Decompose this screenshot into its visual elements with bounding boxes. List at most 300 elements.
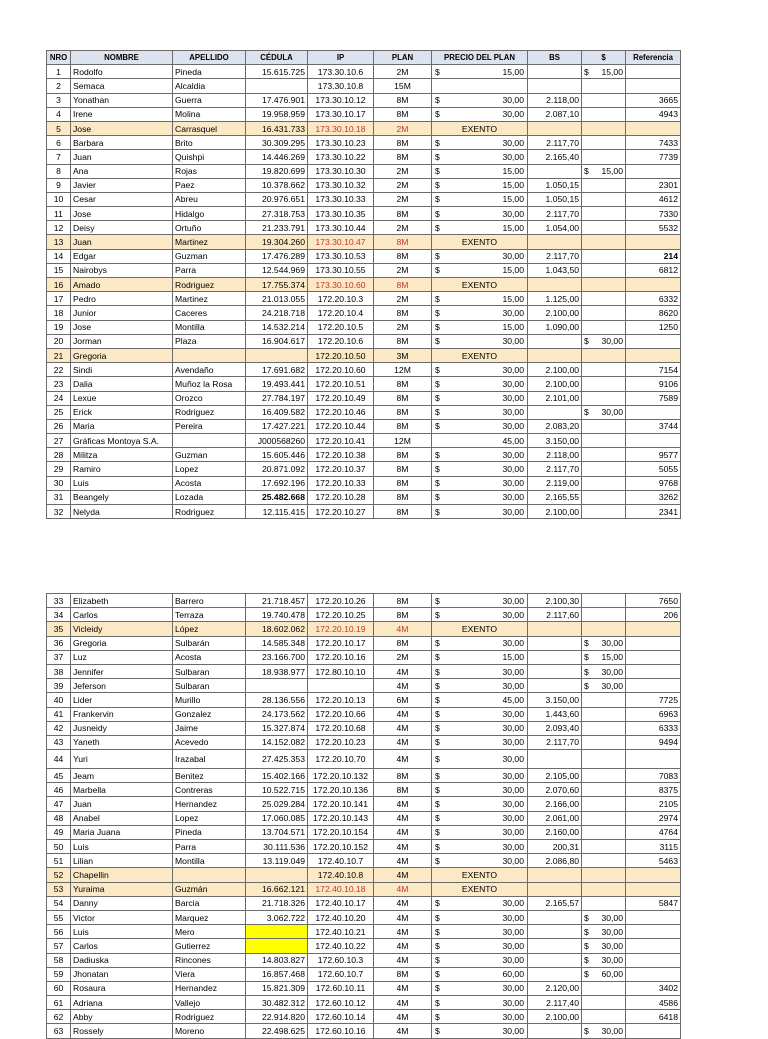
price-amount: 30,00 (502, 827, 524, 838)
table-row (47, 164, 681, 178)
cell-cedula: 17.427.221 (246, 419, 308, 433)
cell-referencia: 6812 (626, 263, 681, 277)
price-amount: 30,00 (502, 926, 524, 937)
cell-apellido: Brito (173, 136, 246, 150)
cell-nro: 41 (47, 707, 71, 721)
cell-nro: 3 (47, 93, 71, 107)
cell-bs: 2.117,40 (528, 996, 582, 1010)
currency-symbol: $ (435, 322, 440, 333)
currency-symbol: $ (435, 926, 440, 937)
table-row (47, 178, 681, 192)
cell-referencia (626, 334, 681, 348)
header-usd: $ (582, 51, 626, 65)
cell-cedula: 28.136.556 (246, 693, 308, 707)
cell-ip: 173.30.10.22 (308, 150, 374, 164)
cell-bs: 2.119,00 (528, 476, 582, 490)
cell-nro: 2 (47, 79, 71, 93)
table-row (47, 636, 681, 650)
cell-ip: 173.30.10.32 (308, 178, 374, 192)
cell-precio (432, 150, 528, 164)
cell-nro: 4 (47, 107, 71, 121)
cell-referencia: 3744 (626, 419, 681, 433)
currency-symbol: $ (435, 723, 440, 734)
cell-plan: 8M (374, 249, 432, 263)
price-amount: 30,00 (502, 855, 524, 866)
cell-bs: 1.043,50 (528, 263, 582, 277)
cell-nombre: Maria Juana (71, 825, 173, 839)
cell-precio: EXENTO (432, 882, 528, 896)
cell-usd (582, 65, 626, 79)
table-row (47, 854, 681, 868)
cell-referencia: 214 (626, 249, 681, 263)
cell-usd (582, 636, 626, 650)
header-row (47, 51, 681, 65)
cell-bs: 3.150,00 (528, 693, 582, 707)
cell-cedula: 27.425.353 (246, 750, 308, 769)
cell-nro: 39 (47, 679, 71, 693)
cell-usd (582, 207, 626, 221)
table-row (47, 693, 681, 707)
cell-apellido: Avendaño (173, 363, 246, 377)
cell-apellido: Pineda (173, 65, 246, 79)
price-amount: 30,00 (502, 336, 524, 347)
price-amount: 15,00 (502, 265, 524, 276)
cell-apellido: Marquez (173, 910, 246, 924)
currency-symbol: $ (435, 799, 440, 810)
cell-precio (432, 136, 528, 150)
currency-symbol: $ (435, 421, 440, 432)
cell-precio (432, 292, 528, 306)
table-row (47, 882, 681, 896)
cell-usd (582, 363, 626, 377)
cell-usd (582, 594, 626, 608)
cell-plan: 8M (374, 608, 432, 622)
cell-plan: 8M (374, 594, 432, 608)
cell-apellido: Hidalgo (173, 207, 246, 221)
price-amount: 30,00 (502, 754, 524, 765)
cell-ip: 172.60.10.11 (308, 981, 374, 995)
price-amount: 30,00 (502, 983, 524, 994)
currency-symbol: $ (584, 407, 589, 418)
cell-apellido: Viera (173, 967, 246, 981)
cell-bs (528, 868, 582, 882)
cell-precio (432, 462, 528, 476)
cell-plan: 8M (374, 490, 432, 504)
cell-nombre: Luis (71, 840, 173, 854)
cell-usd (582, 79, 626, 93)
cell-ip: 172.20.10.154 (308, 825, 374, 839)
cell-bs: 1.054,00 (528, 221, 582, 235)
table-row (47, 207, 681, 221)
usd-amount: 30,00 (601, 912, 623, 923)
cell-cedula: 16.662.121 (246, 882, 308, 896)
cell-usd (582, 419, 626, 433)
cell-nro: 58 (47, 953, 71, 967)
currency-symbol: $ (435, 180, 440, 191)
cell-usd (582, 136, 626, 150)
cell-plan: 4M (374, 721, 432, 735)
cell-precio: EXENTO (432, 868, 528, 882)
currency-symbol: $ (435, 680, 440, 691)
cell-nombre: Carlos (71, 608, 173, 622)
currency-symbol: $ (435, 770, 440, 781)
cell-referencia: 206 (626, 608, 681, 622)
cell-usd (582, 334, 626, 348)
cell-apellido: Terraza (173, 608, 246, 622)
cell-bs: 200,31 (528, 840, 582, 854)
price-amount: 30,00 (502, 799, 524, 810)
currency-symbol: $ (435, 464, 440, 475)
currency-symbol: $ (435, 378, 440, 389)
cell-ip: 172.20.10.33 (308, 476, 374, 490)
cell-plan: 4M (374, 953, 432, 967)
price-amount: 30,00 (502, 609, 524, 620)
currency-symbol: $ (584, 912, 589, 923)
cell-bs: 3.150,00 (528, 434, 582, 448)
cell-precio (432, 405, 528, 419)
cell-apellido: Sulbarán (173, 636, 246, 650)
cell-apellido: Guzman (173, 448, 246, 462)
currency-symbol: $ (584, 680, 589, 691)
cell-cedula: 14.152.082 (246, 735, 308, 749)
cell-usd (582, 925, 626, 939)
cell-bs (528, 348, 582, 362)
cell-cedula: 24.218.718 (246, 306, 308, 320)
cell-nro: 36 (47, 636, 71, 650)
cell-referencia (626, 664, 681, 678)
table-row (47, 608, 681, 622)
cell-cedula: 14.803.827 (246, 953, 308, 967)
cell-nombre: Deisy (71, 221, 173, 235)
cell-bs (528, 405, 582, 419)
cell-nombre: Yaneth (71, 735, 173, 749)
cell-ip: 172.40.10.20 (308, 910, 374, 924)
cell-cedula: 27.318.753 (246, 207, 308, 221)
cell-bs (528, 235, 582, 249)
cell-usd (582, 263, 626, 277)
cell-plan: 4M (374, 1010, 432, 1024)
cell-referencia: 1250 (626, 320, 681, 334)
cell-referencia: 7650 (626, 594, 681, 608)
cell-plan: 8M (374, 377, 432, 391)
currency-symbol: $ (584, 336, 589, 347)
cell-usd (582, 462, 626, 476)
cell-nro: 31 (47, 490, 71, 504)
currency-symbol: $ (435, 137, 440, 148)
cell-ip: 173.30.10.47 (308, 235, 374, 249)
table-row (47, 476, 681, 490)
cell-bs (528, 650, 582, 664)
cell-cedula: 17.755.374 (246, 278, 308, 292)
cell-nro: 40 (47, 693, 71, 707)
cell-apellido (173, 868, 246, 882)
cell-bs (528, 1024, 582, 1038)
cell-cedula: 19.820.699 (246, 164, 308, 178)
cell-bs: 2.117,70 (528, 136, 582, 150)
cell-nro: 45 (47, 769, 71, 783)
cell-precio (432, 783, 528, 797)
cell-nombre: Edgar (71, 249, 173, 263)
currency-symbol: $ (435, 208, 440, 219)
currency-symbol: $ (435, 95, 440, 106)
cell-apellido: Guerra (173, 93, 246, 107)
cell-nombre: Rossely (71, 1024, 173, 1038)
cell-plan: 8M (374, 136, 432, 150)
cell-ip: 172.20.10.68 (308, 721, 374, 735)
cell-apellido: Martinez (173, 292, 246, 306)
cell-usd (582, 679, 626, 693)
cell-bs (528, 925, 582, 939)
cell-plan: 8M (374, 505, 432, 519)
cell-usd (582, 896, 626, 910)
cell-nombre: Nairobys (71, 263, 173, 277)
table-row (47, 1010, 681, 1024)
cell-nombre: Juan (71, 150, 173, 164)
currency-symbol: $ (584, 1026, 589, 1037)
cell-apellido: Jaime (173, 721, 246, 735)
cell-nombre: Dalia (71, 377, 173, 391)
cell-bs: 1.050,15 (528, 192, 582, 206)
table-row (47, 490, 681, 504)
cell-ip: 172.20.10.4 (308, 306, 374, 320)
cell-apellido: Rodriguez (173, 505, 246, 519)
cell-cedula: 30.111.536 (246, 840, 308, 854)
cell-plan: 4M (374, 735, 432, 749)
header-plan: PLAN (374, 51, 432, 65)
cell-plan: 2M (374, 263, 432, 277)
cell-referencia (626, 622, 681, 636)
table-row (47, 769, 681, 783)
table-row (47, 419, 681, 433)
cell-referencia: 7725 (626, 693, 681, 707)
cell-apellido: Mero (173, 925, 246, 939)
cell-usd (582, 608, 626, 622)
cell-referencia: 6332 (626, 292, 681, 306)
cell-plan: 4M (374, 882, 432, 896)
cell-ip: 172.20.10.50 (308, 348, 374, 362)
cell-plan: 4M (374, 925, 432, 939)
cell-apellido (173, 434, 246, 448)
cell-plan: 12M (374, 434, 432, 448)
cell-cedula: 17.692.196 (246, 476, 308, 490)
currency-symbol: $ (435, 109, 440, 120)
price-amount: 30,00 (502, 638, 524, 649)
cell-nro: 63 (47, 1024, 71, 1038)
cell-plan: 8M (374, 462, 432, 476)
cell-plan: 8M (374, 278, 432, 292)
currency-symbol: $ (435, 940, 440, 951)
cell-nombre: Irene (71, 107, 173, 121)
currency-symbol: $ (435, 737, 440, 748)
table-row (47, 121, 681, 135)
cell-ip: 172.20.10.5 (308, 320, 374, 334)
cell-precio (432, 636, 528, 650)
cell-apellido: Hernandez (173, 981, 246, 995)
cell-precio (432, 981, 528, 995)
cell-precio (432, 377, 528, 391)
cell-nro: 56 (47, 925, 71, 939)
table-row (47, 939, 681, 953)
cell-nombre: Adriana (71, 996, 173, 1010)
cell-nombre: Lilian (71, 854, 173, 868)
cell-apellido: Rodriguez (173, 278, 246, 292)
cell-cedula: 15.327.874 (246, 721, 308, 735)
cell-nombre: Frankervin (71, 707, 173, 721)
cell-ip: 173.30.10.6 (308, 65, 374, 79)
cell-precio (432, 664, 528, 678)
cell-nombre: Carlos (71, 939, 173, 953)
cell-precio (432, 1010, 528, 1024)
cell-nro: 10 (47, 192, 71, 206)
cell-usd (582, 107, 626, 121)
cell-plan: 4M (374, 868, 432, 882)
currency-symbol: $ (435, 855, 440, 866)
usd-amount: 15,00 (601, 166, 623, 177)
cell-nombre: Jose (71, 207, 173, 221)
cell-cedula: 12.115.415 (246, 505, 308, 519)
cell-nombre: Militza (71, 448, 173, 462)
cell-nombre: Lexue (71, 391, 173, 405)
cell-apellido: Rodriguez (173, 405, 246, 419)
cell-nombre: Barbara (71, 136, 173, 150)
cell-ip: 172.20.10.51 (308, 377, 374, 391)
cell-nro: 61 (47, 996, 71, 1010)
cell-usd (582, 391, 626, 405)
cell-ip: 172.20.10.25 (308, 608, 374, 622)
cell-precio (432, 825, 528, 839)
cell-bs (528, 65, 582, 79)
cell-usd (582, 320, 626, 334)
cell-cedula: 30.309.295 (246, 136, 308, 150)
cell-plan: 2M (374, 65, 432, 79)
cell-cedula: 16.431.733 (246, 121, 308, 135)
cell-nro: 21 (47, 348, 71, 362)
cell-precio (432, 797, 528, 811)
cell-ip: 173.30.10.8 (308, 79, 374, 93)
cell-apellido: Vallejo (173, 996, 246, 1010)
cell-plan: 3M (374, 348, 432, 362)
price-amount: 30,00 (502, 109, 524, 120)
cell-referencia: 8375 (626, 783, 681, 797)
cell-usd (582, 750, 626, 769)
cell-apellido: Paez (173, 178, 246, 192)
cell-nombre: Jeferson (71, 679, 173, 693)
cell-plan: 2M (374, 221, 432, 235)
currency-symbol: $ (435, 652, 440, 663)
cell-ip: 173.30.10.60 (308, 278, 374, 292)
cell-cedula: 21.718.326 (246, 896, 308, 910)
cell-plan: 4M (374, 811, 432, 825)
cell-referencia: 4764 (626, 825, 681, 839)
price-amount: 60,00 (502, 969, 524, 980)
cell-nombre: Chapellin (71, 868, 173, 882)
cell-plan: 4M (374, 664, 432, 678)
cell-apellido: Sulbaran (173, 664, 246, 678)
cell-cedula: 20.976.651 (246, 192, 308, 206)
cell-nro: 57 (47, 939, 71, 953)
cell-nro: 9 (47, 178, 71, 192)
cell-apellido: Guzman (173, 249, 246, 263)
cell-cedula: 18.602.062 (246, 622, 308, 636)
cell-usd (582, 664, 626, 678)
cell-nro: 7 (47, 150, 71, 164)
cell-cedula: 18.938.977 (246, 664, 308, 678)
cell-precio (432, 693, 528, 707)
cell-usd (582, 939, 626, 953)
cell-nro: 52 (47, 868, 71, 882)
cell-bs: 2.165,55 (528, 490, 582, 504)
cell-cedula: 13.704.571 (246, 825, 308, 839)
table-row (47, 505, 681, 519)
cell-nombre: Jhonatan (71, 967, 173, 981)
cell-referencia (626, 939, 681, 953)
cell-plan: 6M (374, 693, 432, 707)
cell-precio (432, 608, 528, 622)
cell-bs (528, 121, 582, 135)
cell-nro: 55 (47, 910, 71, 924)
cell-usd (582, 93, 626, 107)
cell-apellido: Irazabal (173, 750, 246, 769)
cell-referencia: 9106 (626, 377, 681, 391)
cell-referencia (626, 278, 681, 292)
price-amount: 15,00 (502, 166, 524, 177)
cell-apellido: Caceres (173, 306, 246, 320)
cell-precio (432, 249, 528, 263)
cell-usd (582, 505, 626, 519)
cell-apellido: Acosta (173, 476, 246, 490)
cell-ip: 172.20.10.27 (308, 505, 374, 519)
cell-bs: 2.165,40 (528, 150, 582, 164)
price-amount: 30,00 (502, 151, 524, 162)
cell-precio (432, 448, 528, 462)
cell-ip: 172.20.10.6 (308, 334, 374, 348)
cell-plan: 4M (374, 981, 432, 995)
cell-ip: 172.20.10.23 (308, 735, 374, 749)
table-row (47, 65, 681, 79)
cell-apellido: Barcia (173, 896, 246, 910)
price-amount: 30,00 (502, 407, 524, 418)
table-row (47, 192, 681, 206)
cell-nro: 59 (47, 967, 71, 981)
cell-bs: 2.070,60 (528, 783, 582, 797)
cell-bs: 2.061,00 (528, 811, 582, 825)
cell-cedula: 15.605.446 (246, 448, 308, 462)
cell-precio: EXENTO (432, 235, 528, 249)
table-row (47, 622, 681, 636)
cell-precio (432, 939, 528, 953)
cell-nombre: Rosaura (71, 981, 173, 995)
cell-usd (582, 783, 626, 797)
cell-referencia: 3115 (626, 840, 681, 854)
cell-cedula: 17.476.289 (246, 249, 308, 263)
cell-usd (582, 348, 626, 362)
cell-usd (582, 981, 626, 995)
cell-nombre: Gregoria (71, 348, 173, 362)
cell-cedula: 16.857.468 (246, 967, 308, 981)
cell-ip: 172.20.10.16 (308, 650, 374, 664)
currency-symbol: $ (435, 265, 440, 276)
table-row (47, 263, 681, 277)
cell-cedula: 21.718.457 (246, 594, 308, 608)
cell-referencia: 7739 (626, 150, 681, 164)
cell-apellido: Murillo (173, 693, 246, 707)
table-row (47, 1024, 681, 1038)
cell-cedula: 30.482.312 (246, 996, 308, 1010)
cell-usd (582, 377, 626, 391)
cell-precio (432, 221, 528, 235)
cell-plan: 8M (374, 391, 432, 405)
header-ip: IP (308, 51, 374, 65)
